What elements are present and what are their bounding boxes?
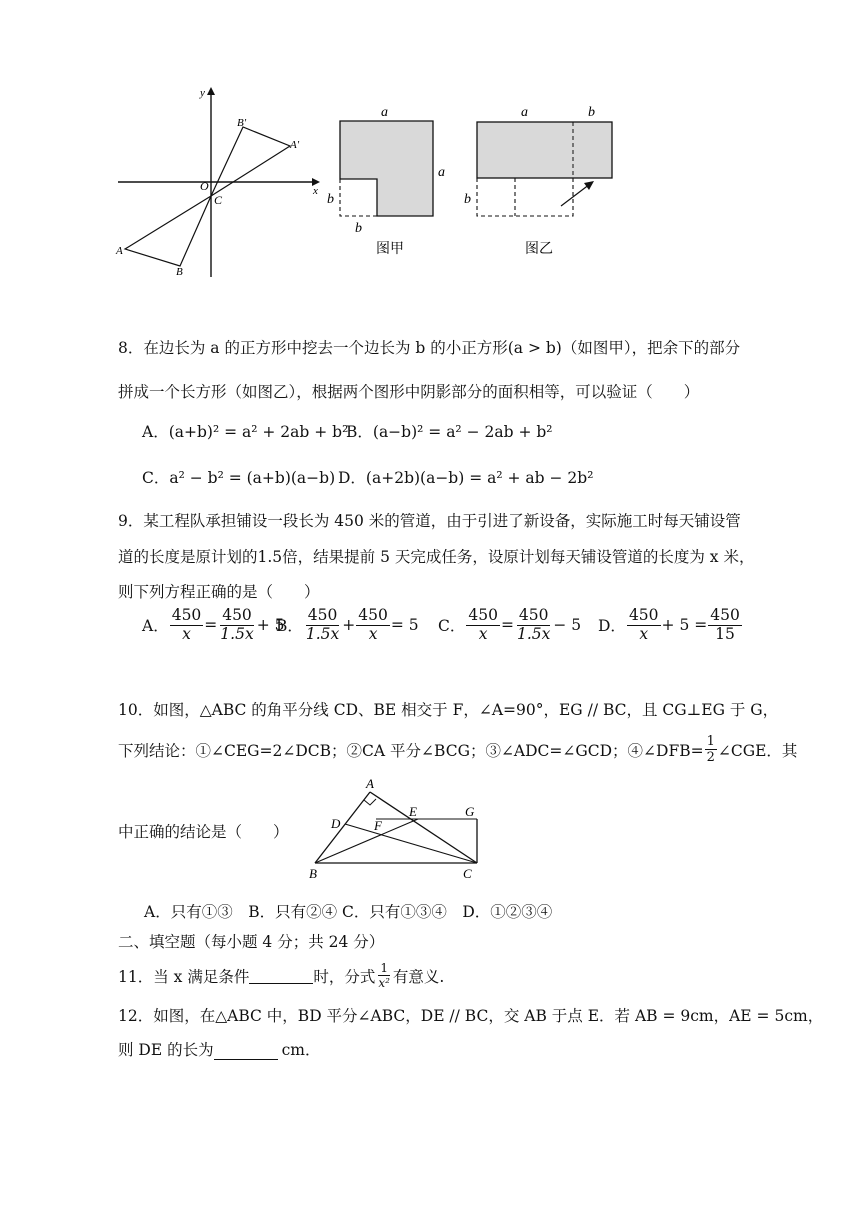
q9-c-frac2 <box>515 608 552 642</box>
q9-b-den1: 1.5x <box>305 624 340 643</box>
section2-heading: 二、填空题（每小题 4 分；共 24 分） <box>118 933 385 951</box>
jia-removed-square <box>340 179 377 216</box>
tri-point-d: D <box>331 816 341 831</box>
q9-b-frac2 <box>356 608 390 642</box>
q9-b-frac1 <box>304 608 341 642</box>
q10-half-frac <box>705 735 717 764</box>
q9-c-den2: 1.5x <box>516 624 551 643</box>
yi-move-arrow <box>561 184 590 206</box>
point-a: A <box>116 245 123 257</box>
q9-c-frac1 <box>466 608 500 642</box>
jia-label-a-right: a <box>438 165 445 180</box>
q9-b-num1: 450 <box>307 606 338 624</box>
q9-a-num1: 450 <box>171 606 202 624</box>
q10-line3: 中正确的结论是（ ） <box>118 823 289 841</box>
q10-line1: 10．如图，△ABC 的角平分线 CD、BE 相交于 F，∠A=90°，EG // BC，且 CG⊥EG 于 G， <box>118 701 779 719</box>
point-o: O <box>200 179 209 193</box>
jia-shaded-region <box>340 121 433 216</box>
q9-b-num2: 450 <box>358 606 388 624</box>
q11-den: x² <box>378 976 390 990</box>
tri-point-e: E <box>409 804 417 819</box>
yi-move-arrowhead <box>584 181 594 190</box>
q9-c-label: C． <box>438 617 466 635</box>
y-axis-arrow <box>207 87 215 95</box>
q10-options: A．只有①③ B．只有②④ C．只有①③④ D．①②③④ <box>144 903 553 921</box>
yi-label-b-left: b <box>464 192 471 207</box>
figure-jia <box>318 100 458 260</box>
q9-a-den2: 1.5x <box>220 624 254 643</box>
point-b-prime: B' <box>237 117 247 129</box>
q9-a-num2: 450 <box>222 606 252 624</box>
q9-d-frac1 <box>627 608 661 642</box>
yi-label-a-top: a <box>521 105 528 120</box>
coordinate-figure <box>110 82 330 282</box>
q9-option-d <box>598 608 743 642</box>
q9-d-num2: 450 <box>710 606 740 624</box>
q8-option-b: B．(a−b)² = a² − 2ab + b² <box>346 423 553 441</box>
q12-answer-blank[interactable] <box>214 1043 278 1060</box>
triangle-cab <box>125 196 211 266</box>
q10-half-den: 2 <box>706 750 715 765</box>
q12-line2-post: cm． <box>281 1041 321 1059</box>
q9-a-frac1 <box>170 608 204 642</box>
q11-frac <box>376 962 392 989</box>
q12-line1: 12．如图，在△ABC 中，BD 平分∠ABC，DE // BC，交 AB 于点 E．若 AB = 9cm，AE = 5cm， <box>118 1007 824 1025</box>
axis-label-x: x <box>313 185 318 197</box>
q10-line2-tail: ∠CGE．其 <box>717 741 798 760</box>
tri-point-b: B <box>309 866 317 881</box>
q11 <box>118 962 444 989</box>
q10-line2-text: 下列结论：①∠CEG=2∠DCB；②CA 平分∠BCG；③∠ADC=∠GCD；④∠DFB= <box>118 741 704 760</box>
segment-ab <box>315 792 370 863</box>
yi-dashed-strip <box>477 178 573 216</box>
q9-c-tail: − 5 <box>553 616 582 634</box>
q9-c-num1: 450 <box>468 606 498 624</box>
figure-yi <box>455 100 630 260</box>
q9-a-frac2 <box>218 608 255 642</box>
q9-line3: 则下列方程正确的是（ ） <box>118 583 320 601</box>
q9-c-num2: 450 <box>518 606 549 624</box>
jia-label-b-bottom: b <box>355 221 362 236</box>
q9-line1: 9．某工程队承担铺设一段长为 450 米的管道，由于引进了新设备，实际施工时每天铺设管 <box>118 512 741 530</box>
q9-b-mid: + <box>342 616 356 634</box>
q9-c-mid: = <box>500 616 514 634</box>
q9-c-den1: x <box>478 624 488 643</box>
q11-num: 1 <box>380 961 388 975</box>
right-angle-mark <box>364 799 376 805</box>
point-a-prime: A' <box>290 139 300 151</box>
q11-answer-blank[interactable] <box>249 967 313 984</box>
q9-line2: 道的长度是原计划的1.5倍，结果提前 5 天完成任务，设原计划每天铺设管道的长度为 x 米， <box>118 548 755 566</box>
yi-caption: 图乙 <box>525 242 553 257</box>
q10-half-num: 1 <box>706 734 715 749</box>
q9-a-mid: = <box>204 616 218 634</box>
q9-d-den2: 15 <box>715 624 735 643</box>
yi-shaded-rectangle <box>477 122 612 178</box>
tri-point-a: A <box>366 776 374 791</box>
jia-label-a-top: a <box>381 105 388 120</box>
q9-d-label: D． <box>598 617 626 635</box>
q9-option-a <box>142 608 284 642</box>
q11-post: 有意义. <box>392 967 445 986</box>
q11-pre: 11．当 x 满足条件 <box>118 967 250 986</box>
q12-line2 <box>118 1038 321 1060</box>
q8-option-c: C．a² − b² = (a+b)(a−b) <box>142 469 336 487</box>
point-c: C <box>214 193 223 207</box>
q9-d-num1: 450 <box>628 606 659 624</box>
q8-option-a: A．(a+b)² = a² + 2ab + b² <box>142 423 349 441</box>
q9-option-c <box>438 608 581 642</box>
q12-line2-pre: 则 DE 的长为 <box>118 1041 214 1059</box>
segment-cd <box>345 824 477 863</box>
q11-mid: 时，分式 <box>313 967 376 986</box>
q8-option-d: D．(a+2b)(a−b) = a² + ab − 2b² <box>338 469 594 487</box>
q9-a-tail: + 5 <box>256 616 285 634</box>
q9-option-b <box>276 608 419 642</box>
jia-caption: 图甲 <box>376 242 404 257</box>
q9-d-frac2 <box>708 608 742 642</box>
triangle-figure <box>300 774 500 884</box>
q9-a-label: A． <box>142 617 169 635</box>
triangle-oba <box>211 127 290 196</box>
tri-point-f: F <box>374 818 382 833</box>
q8-line1: 8．在边长为 a 的正方形中挖去一个边长为 b 的小正方形(a > b)（如图甲），把余下的部分 <box>118 339 741 357</box>
q8-line2: 拼成一个长方形（如图乙），根据两个图形中阴影部分的面积相等，可以验证（ ） <box>118 383 700 401</box>
tri-point-c: C <box>463 866 472 881</box>
yi-label-b-top: b <box>588 105 595 120</box>
q9-d-den1: x <box>639 624 649 643</box>
axis-label-y: y <box>200 87 205 99</box>
q10-line2 <box>118 735 797 764</box>
q9-b-den2: x <box>368 624 378 643</box>
tri-point-g: G <box>465 804 475 819</box>
q9-b-tail: = 5 <box>390 616 419 634</box>
q9-b-label: B． <box>276 617 303 635</box>
q9-a-den1: x <box>182 624 191 643</box>
jia-label-b-left: b <box>327 192 334 207</box>
segment-ac <box>370 792 477 863</box>
point-b: B <box>176 266 183 278</box>
q9-d-mid: + 5 = <box>661 616 708 634</box>
